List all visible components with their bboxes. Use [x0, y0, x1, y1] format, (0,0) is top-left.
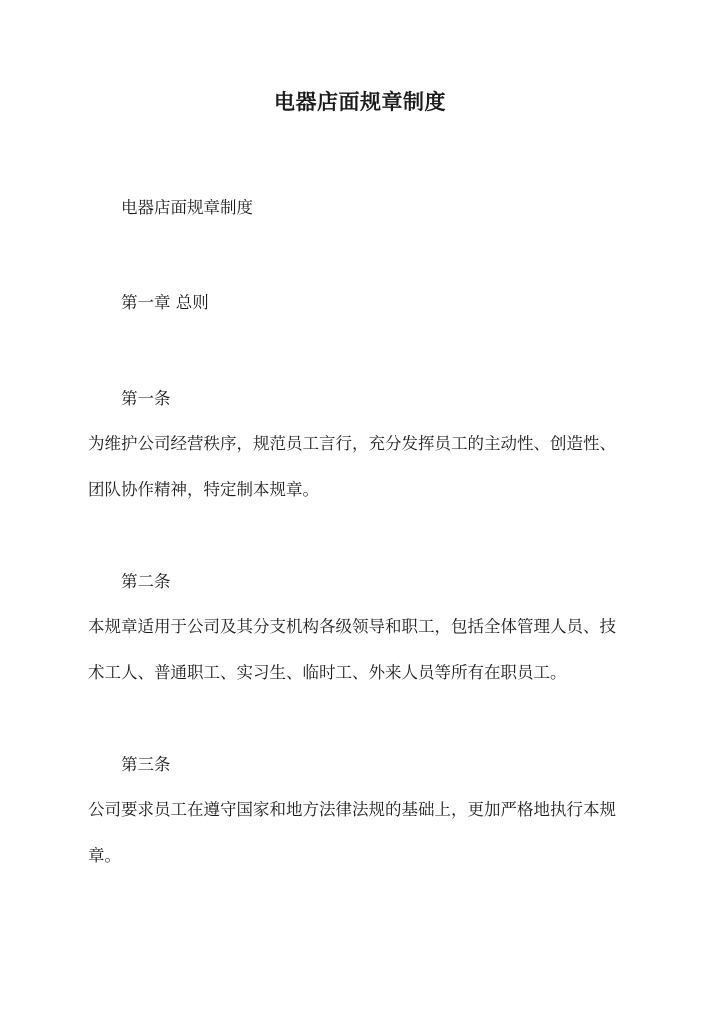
article-3-heading: 第三条	[121, 755, 171, 774]
article-3-line-2: 章。	[88, 846, 121, 865]
article-1-heading: 第一条	[121, 389, 171, 408]
article-2-line-1: 本规章适用于公司及其分支机构各级领导和职工，包括全体管理人员、技	[88, 617, 616, 636]
document-title: 电器店面规章制度	[274, 89, 446, 114]
chapter-heading: 第一章 总则	[121, 293, 209, 312]
article-3-line-1: 公司要求员工在遵守国家和地方法律法规的基础上，更加严格地执行本规	[88, 800, 616, 819]
article-1-line-1: 为维护公司经营秩序，规范员工言行，充分发挥员工的主动性、创造性、	[88, 434, 616, 453]
article-2-heading: 第二条	[121, 572, 171, 591]
article-2-line-2: 术工人、普通职工、实习生、临时工、外来人员等所有在职员工。	[88, 663, 567, 682]
article-1-line-2: 团队协作精神，特定制本规章。	[88, 480, 319, 499]
document-subtitle: 电器店面规章制度	[121, 198, 253, 217]
